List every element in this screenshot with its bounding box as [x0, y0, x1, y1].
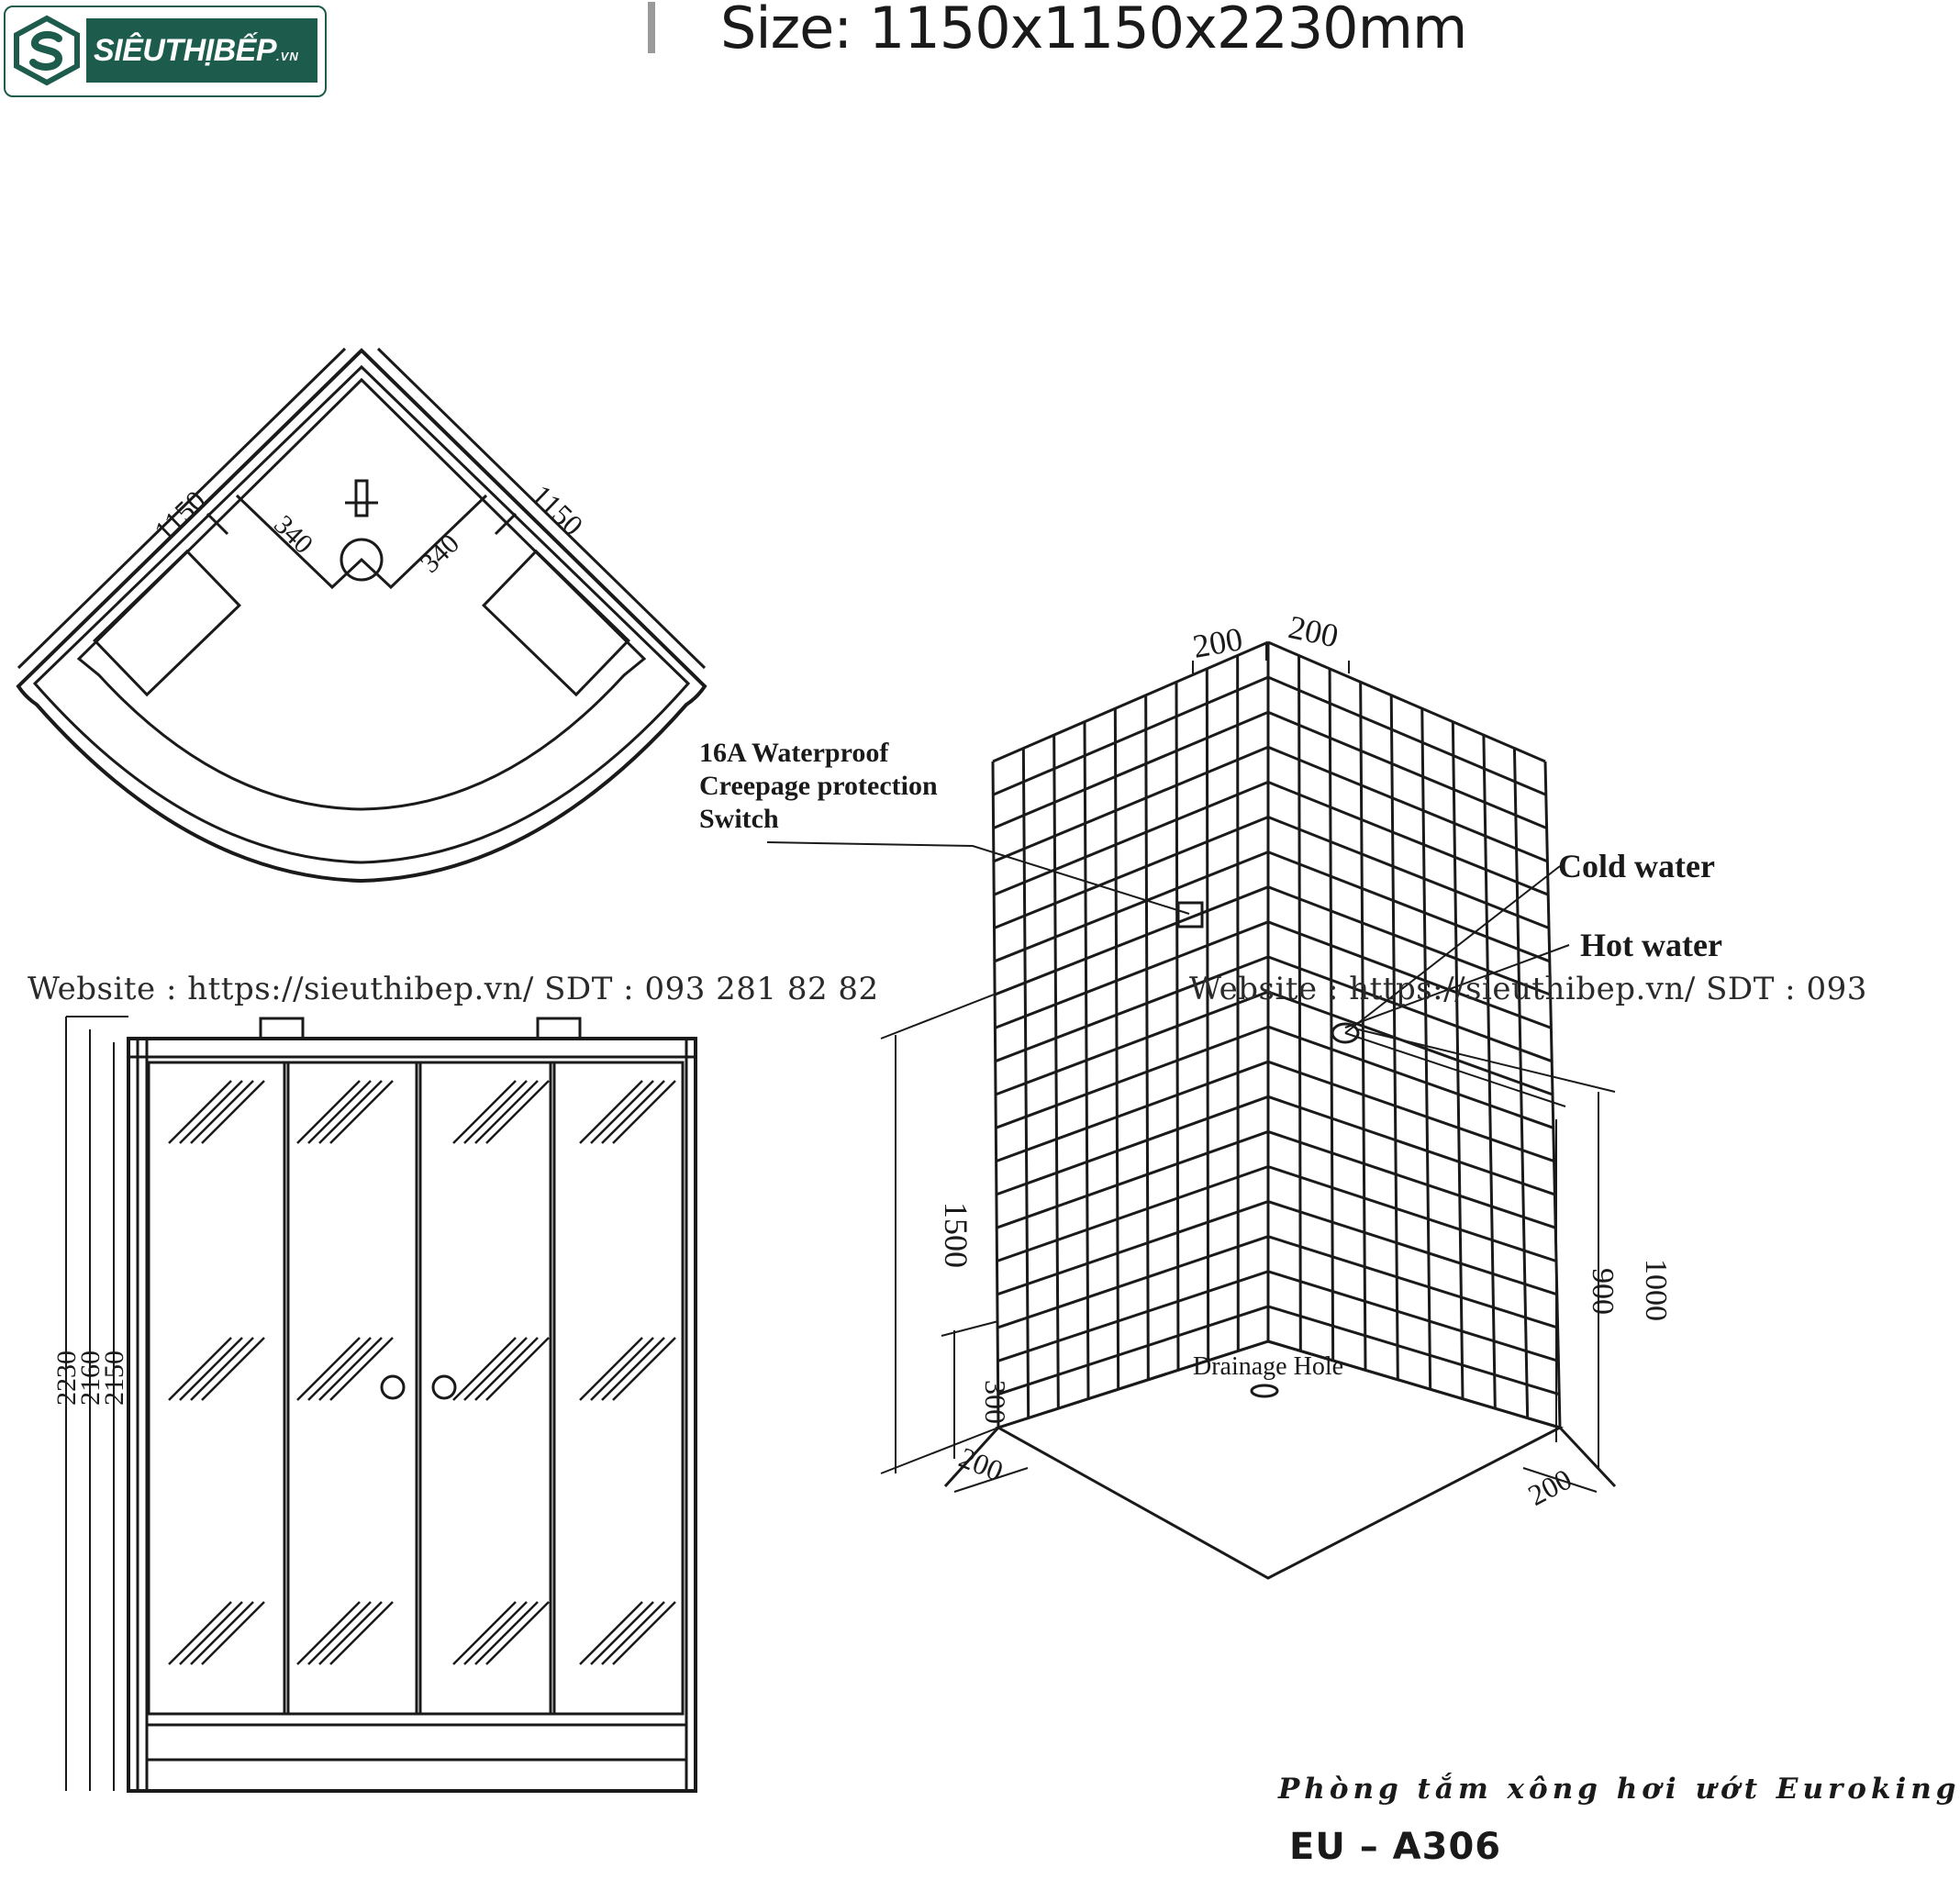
front-view [51, 1017, 696, 1791]
dim-1000: 1000 [1639, 1259, 1673, 1321]
dim-2160: 2160 [75, 1351, 106, 1406]
logo-wordmark: SIÊUTHỊBẾP.VN [86, 18, 317, 83]
install-view [699, 608, 1722, 1578]
drainage-hole [1252, 1385, 1277, 1396]
product-caption: Phòng tắm xông hơi ướt Euroking [1278, 1773, 1960, 1806]
door-handle-left [382, 1376, 404, 1398]
dim-inner-left: 340 [268, 509, 319, 561]
dim-200-top-left: 200 [1189, 620, 1246, 665]
dim-200-bottom-right: 200 [1522, 1462, 1577, 1512]
dim-300: 300 [979, 1380, 1012, 1424]
switch-label-line-3: Switch [699, 804, 779, 834]
top-view [18, 349, 705, 881]
dim-200-top-right: 200 [1285, 608, 1342, 655]
dim-top-right: 1150 [525, 478, 590, 542]
switch-label-line-1: 16A Waterproof [699, 738, 889, 768]
dim-200-bottom-left: 200 [954, 1440, 1008, 1488]
drainage-hole-label: Drainage Hole [1193, 1352, 1344, 1381]
page-title: Size: 1150x1150x2230mm [720, 0, 1467, 61]
dim-2230: 2230 [51, 1351, 82, 1406]
dim-inner-right: 340 [414, 528, 465, 579]
dim-2150: 2150 [99, 1351, 129, 1406]
dim-900: 900 [1586, 1268, 1620, 1315]
switch-label-line-2: Creepage protection [699, 771, 938, 801]
door-handle-right [433, 1376, 455, 1398]
cold-water-label: Cold water [1558, 848, 1715, 884]
watermark-left: Website : https://sieuthibep.vn/ SDT : 093 281 82 82 [28, 971, 879, 1007]
product-model: EU – A306 [1289, 1826, 1502, 1868]
hot-water-label: Hot water [1580, 927, 1722, 963]
switch-label [699, 738, 944, 834]
dim-1500: 1500 [938, 1202, 974, 1268]
watermark-right: Website : https://sieuthibep.vn/ SDT : 093 [1189, 971, 1867, 1007]
dim-top-left: 1150 [147, 484, 212, 548]
